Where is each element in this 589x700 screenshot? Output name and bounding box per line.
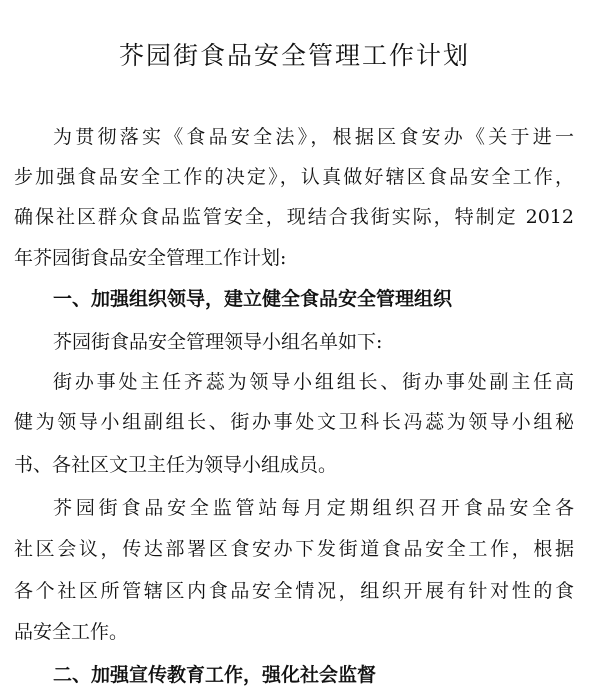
section-heading-2: 二、加强宣传教育工作，强化社会监督 — [53, 664, 377, 686]
paragraph-1-line-4: 年芥园街食品安全管理工作计划: — [14, 247, 287, 269]
paragraph-3-line-3: 书、各社区文卫主任为领导小组成员。 — [14, 454, 338, 476]
paragraph-4-line-2: 社区会议，传达部署区食安办下发街道食品安全工作，根据 — [14, 538, 574, 560]
paragraph-4-line-3: 各个社区所管辖区内食品安全情况，组织开展有针对性的食 — [14, 580, 574, 602]
paragraph-3-line-1: 街办事处主任齐蕊为领导小组组长、街办事处副主任高 — [53, 371, 574, 393]
paragraph-2-line-1: 芥园街食品安全管理领导小组名单如下: — [53, 331, 383, 353]
paragraph-1-line-2: 步加强食品安全工作的决定》，认真做好辖区食品安全工作， — [14, 166, 574, 188]
paragraph-1-line-3: 确保社区群众食品监管安全，现结合我街实际，特制定 2012 — [14, 206, 574, 228]
paragraph-4-line-1: 芥园街食品安全监管站每月定期组织召开食品安全各 — [53, 497, 574, 519]
paragraph-4-line-4: 品安全工作。 — [14, 621, 129, 643]
document-title: 芥园街食品安全管理工作计划 — [118, 41, 470, 70]
paragraph-3-line-2: 健为领导小组副组长、街办事处文卫科长冯蕊为领导小组秘 — [14, 411, 574, 433]
section-heading-1: 一、加强组织领导，建立健全食品安全管理组织 — [53, 288, 453, 310]
paragraph-1-line-1: 为贯彻落实《食品安全法》，根据区食安办《关于进一 — [53, 126, 574, 148]
